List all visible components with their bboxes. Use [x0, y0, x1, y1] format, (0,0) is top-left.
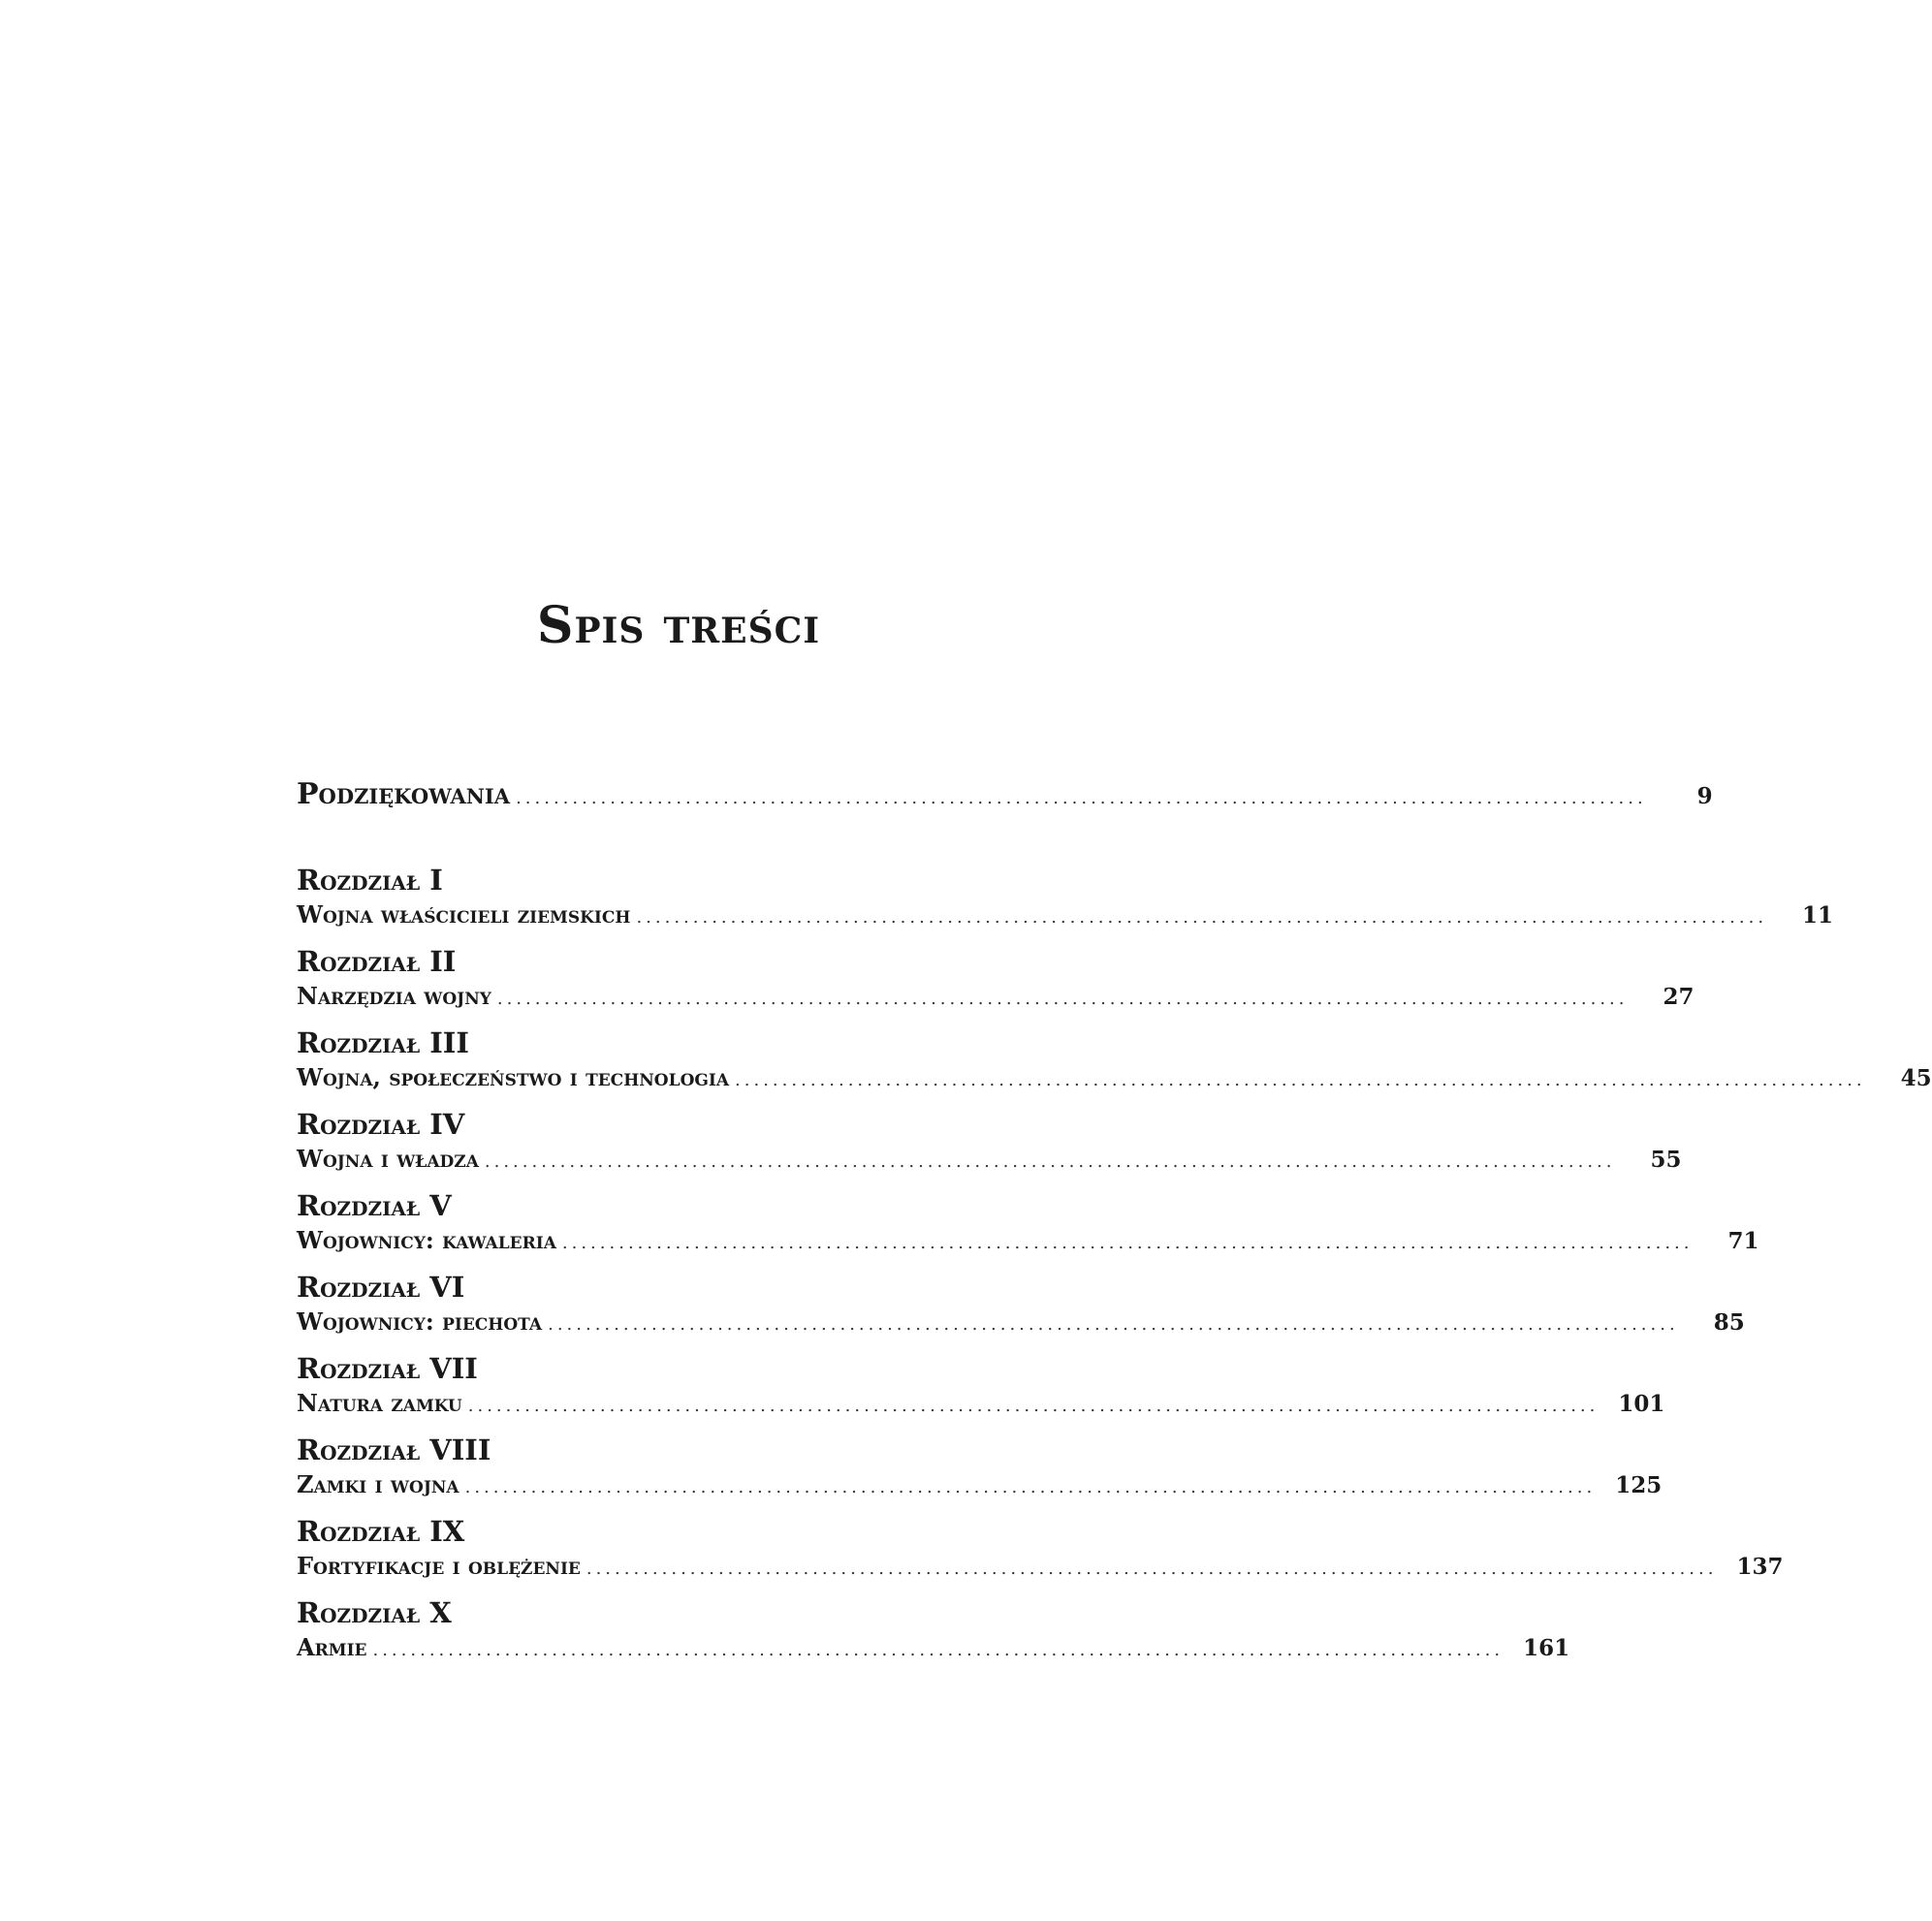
toc-line [297, 1060, 1932, 1095]
dot-leader: ........................................................................................................................ [496, 989, 1629, 1009]
dot-leader: ........................................................................................................................ [467, 1396, 1599, 1416]
dot-leader: ........................................................................................................................ [636, 907, 1768, 928]
chapter-label: Rozdział VII [297, 1352, 478, 1385]
dot-leader: ........................................................................................................................ [484, 1151, 1616, 1172]
toc-entry-chapter-4 [297, 1107, 1682, 1177]
table-of-contents [297, 773, 1932, 1677]
toc-line [297, 1386, 1665, 1421]
page-number: 27 [1663, 984, 1694, 1010]
dot-leader: ........................................................................................................................ [735, 1070, 1866, 1090]
toc-line [297, 1549, 1784, 1584]
toc-entry-chapter-7 [297, 1351, 1665, 1421]
toc-entry-chapter-1 [297, 863, 1834, 932]
entry-title: Wojownicy: piechota [297, 1307, 543, 1336]
entry-title: Armie [297, 1633, 367, 1661]
chapter-label: Rozdział III [297, 1026, 469, 1059]
toc-entry-chapter-6 [297, 1270, 1745, 1339]
entry-title: Wojownicy: kawaleria [297, 1226, 556, 1254]
dot-leader: ........................................................................................................................ [561, 1233, 1694, 1253]
page-number: 137 [1736, 1554, 1784, 1580]
toc-line [297, 773, 1713, 816]
toc-entry-chapter-3 [297, 1025, 1932, 1095]
entry-title: Wojna i władza [297, 1145, 479, 1173]
page-number: 101 [1618, 1391, 1665, 1417]
toc-line [297, 1630, 1570, 1665]
entry-title: Wojna, społeczeństwo i technologia [297, 1063, 730, 1091]
page-number: 9 [1696, 783, 1713, 809]
toc-line [297, 1467, 1663, 1502]
entry-title: Natura zamku [297, 1389, 462, 1417]
chapter-label: Rozdział IX [297, 1515, 465, 1548]
page-number: 55 [1650, 1147, 1682, 1173]
toc-entry-chapter-9 [297, 1514, 1784, 1584]
page-number: 11 [1802, 902, 1834, 929]
toc-entry-chapter-2 [297, 944, 1694, 1014]
page-number: 71 [1727, 1228, 1759, 1254]
toc-entry-chapter-5 [297, 1188, 1759, 1258]
toc-entry-chapter-10 [297, 1595, 1570, 1665]
toc-entry-chapter-8 [297, 1433, 1663, 1502]
page-number: 45 [1900, 1065, 1932, 1091]
chapter-label: Rozdział V [297, 1189, 452, 1222]
page-number: 125 [1615, 1472, 1663, 1498]
chapter-label: Rozdział VI [297, 1271, 465, 1304]
chapter-label: Rozdział I [297, 864, 443, 897]
entry-title: Narzędzia wojny [297, 982, 491, 1010]
entry-title: Podziękowania [297, 777, 511, 811]
chapter-label: Rozdział IV [297, 1108, 465, 1141]
entry-title: Zamki i wojna [297, 1470, 459, 1498]
entry-title: Wojna właścicieli ziemskich [297, 900, 631, 929]
page-title: Spis treści [536, 596, 821, 655]
dot-leader: ........................................................................................................................ [516, 788, 1647, 808]
page-number: 161 [1523, 1635, 1570, 1661]
toc-line [297, 1305, 1745, 1339]
page-number: 85 [1713, 1309, 1745, 1336]
chapter-label: Rozdział X [297, 1596, 452, 1629]
dot-leader: ........................................................................................................................ [548, 1314, 1679, 1335]
chapter-label: Rozdział VIII [297, 1433, 491, 1466]
dot-leader: ........................................................................................................................ [464, 1477, 1597, 1497]
toc-line [297, 1142, 1682, 1177]
dot-leader: ........................................................................................................................ [372, 1640, 1504, 1660]
toc-line [297, 1223, 1759, 1258]
toc-line [297, 898, 1834, 932]
toc-line [297, 979, 1694, 1014]
dot-leader: ........................................................................................................................ [586, 1559, 1718, 1579]
toc-entry-acknowledgements [297, 773, 1713, 816]
chapter-label: Rozdział II [297, 945, 457, 978]
entry-title: Fortyfikacje i oblężenie [297, 1552, 581, 1580]
